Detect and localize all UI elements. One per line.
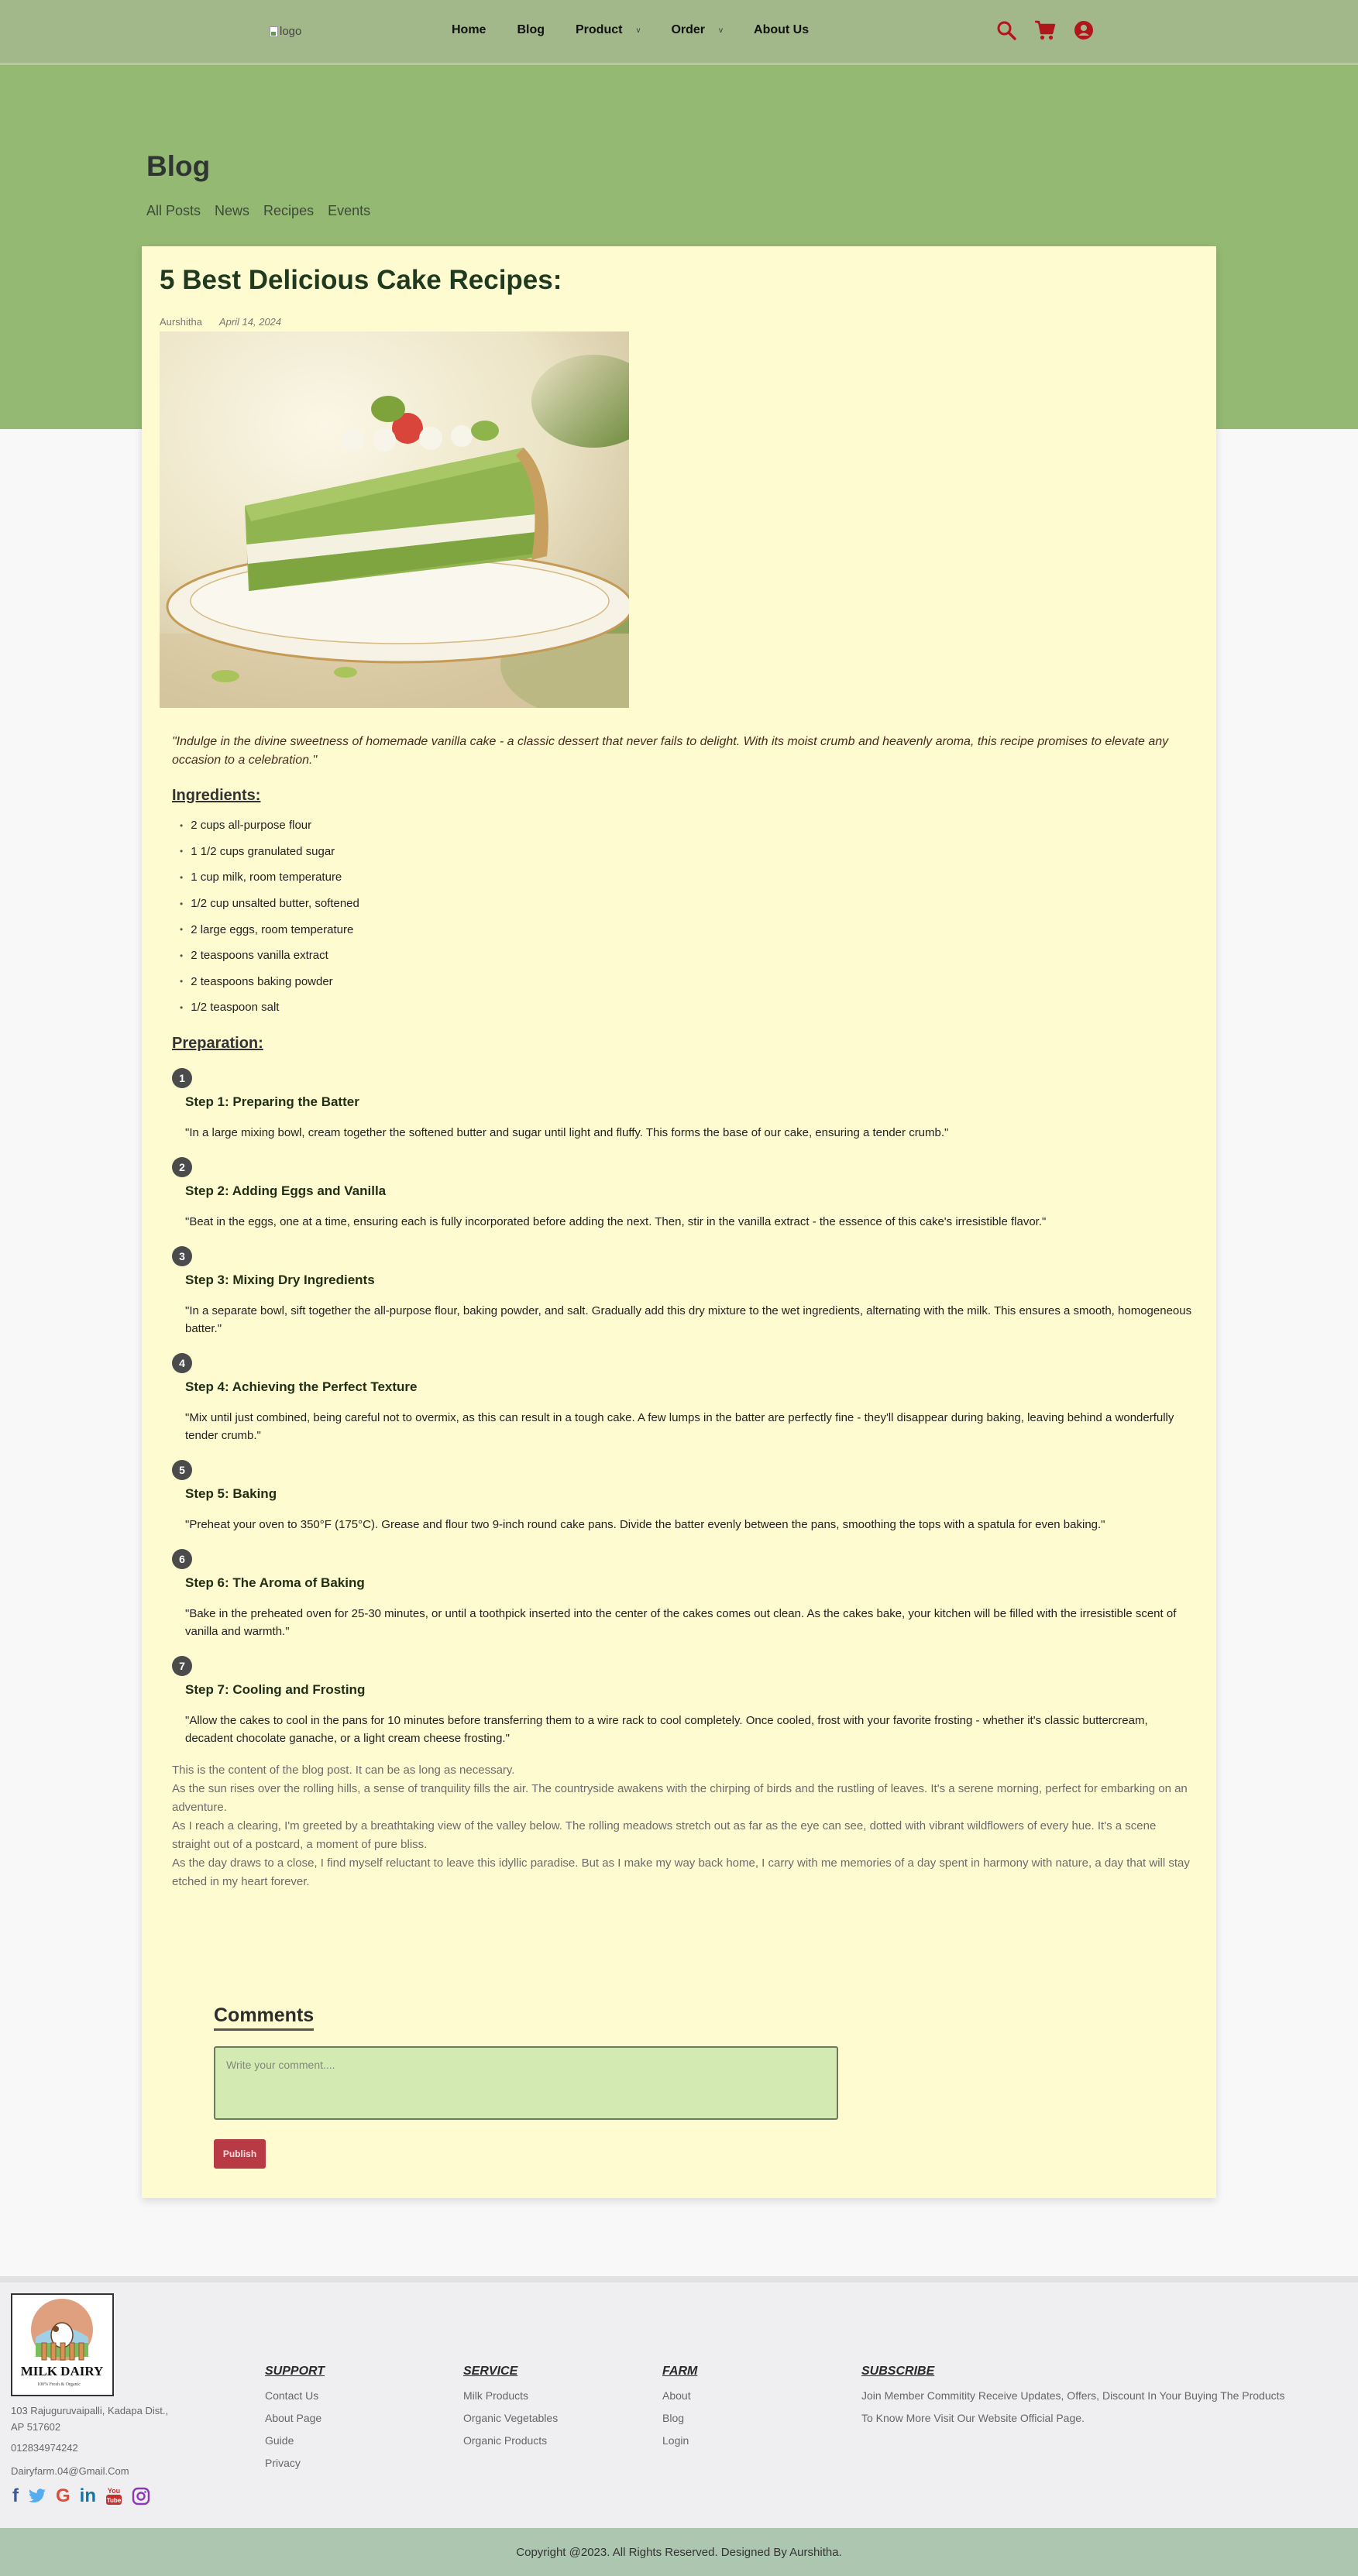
address-line: AP 517602 xyxy=(11,2421,61,2433)
footer-phone: 012834974242 xyxy=(11,2442,78,2454)
footer-column-heading: SUPPORT xyxy=(265,2365,325,2378)
step-number-badge: 3 xyxy=(172,1246,192,1266)
nav-item-home[interactable] xyxy=(452,23,486,37)
footer-column-subscribe xyxy=(861,2365,1285,2430)
list-item: • 2 teaspoons vanilla extract xyxy=(180,943,1195,969)
step-number-badge: 7 xyxy=(172,1656,192,1676)
post-image xyxy=(160,331,629,708)
footer-link-about[interactable]: About xyxy=(662,2389,691,2402)
footer-link-login[interactable]: Login xyxy=(662,2434,689,2447)
social-links xyxy=(12,2485,150,2507)
logo-alt-text: logo xyxy=(280,25,302,38)
footer-link-organic-products[interactable]: Organic Products xyxy=(463,2434,548,2447)
content-paragraph: As I reach a clearing, I'm greeted by a breathtaking view of the valley below. The rolling meadows stretch out as far as the eye can see, dotted with vibrant wildflowers of every hue. It's a scene straight out of a postcard, a moment of pure bliss. xyxy=(172,1819,1157,1851)
step-description: "In a separate bowl, sift together the all-purpose flour, baking powder, and salt. Gradually add this dry mixture to the wet ingredients, alternating with the milk. This ensures a smooth, homogeneous batter." xyxy=(185,1303,1192,1335)
footer-link-organic-vegetables[interactable]: Organic Vegetables xyxy=(463,2412,559,2424)
list-item: • 2 cups all-purpose flour xyxy=(180,812,1195,839)
list-item: • 2 large eggs, room temperature xyxy=(180,916,1195,943)
chevron-down-icon: v xyxy=(636,26,641,35)
top-navbar xyxy=(0,0,1358,65)
tab-recipes[interactable]: Recipes xyxy=(263,203,315,218)
footer-column-heading: FARM xyxy=(662,2365,698,2378)
step-number-badge: 6 xyxy=(172,1549,192,1569)
list-item: • 1/2 cup unsalted butter, softened xyxy=(180,891,1195,917)
facebook-icon[interactable]: f xyxy=(12,2485,19,2506)
list-item: • 2 teaspoons baking powder xyxy=(180,969,1195,995)
footer-email[interactable]: Dairyfarm.04@Gmail.Com xyxy=(11,2465,129,2477)
preparation-step xyxy=(172,1549,1195,1640)
footer-address xyxy=(11,2403,168,2435)
site-logo[interactable] xyxy=(270,25,301,38)
list-item: • 1 1/2 cups granulated sugar xyxy=(180,839,1195,865)
address-line: 103 Rajuguruvaipalli, Kadapa Dist., xyxy=(11,2405,169,2416)
post-meta xyxy=(160,316,281,328)
footer-link-blog[interactable]: Blog xyxy=(662,2412,685,2424)
step-description: "In a large mixing bowl, cream together the softened butter and sugar until light and fluffy. This forms the base of our cake, ensuring a tender crumb." xyxy=(185,1125,949,1139)
chevron-down-icon: v xyxy=(719,26,724,35)
ingredients-heading: Ingredients: xyxy=(172,787,261,804)
nav-actions xyxy=(995,19,1095,41)
linkedin-icon[interactable]: in xyxy=(79,2485,96,2506)
nav-item-product[interactable] xyxy=(576,23,640,37)
step-title: Step 1: Preparing the Batter xyxy=(185,1094,359,1109)
google-icon[interactable]: G xyxy=(56,2485,70,2506)
svg-text:100% Fresh & Organic: 100% Fresh & Organic xyxy=(37,2382,81,2387)
step-number-badge: 4 xyxy=(172,1353,192,1373)
preparation-step xyxy=(172,1246,1195,1338)
subscribe-text: Join Member Commitity Receive Updates, Offers, Discount In Your Buying The Products xyxy=(861,2389,1285,2402)
copyright-text: Copyright @2023. All Rights Reserved. Designed By Aurshitha. xyxy=(516,2545,842,2559)
post-date: April 14, 2024 xyxy=(218,316,282,328)
subscribe-text: To Know More Visit Our Website Official Page. xyxy=(861,2412,1085,2424)
footer-link-contact-us[interactable]: Contact Us xyxy=(265,2389,319,2402)
post-intro: "Indulge in the divine sweetness of homemade vanilla cake - a classic dessert that never fails to delight. With its moist crumb and heavenly aroma, this recipe promises to elevate any occasion to a celebration." xyxy=(172,735,1169,767)
ingredients-list xyxy=(180,812,1195,1021)
search-icon[interactable] xyxy=(995,19,1017,41)
main-menu xyxy=(452,23,840,37)
list-item: • 1 cup milk, room temperature xyxy=(180,864,1195,891)
step-title: Step 6: The Aroma of Baking xyxy=(185,1575,365,1590)
step-title: Step 5: Baking xyxy=(185,1485,277,1501)
nav-item-order[interactable] xyxy=(671,23,723,37)
step-description: "Beat in the eggs, one at a time, ensuring each is fully incorporated before adding the next. Then, stir in the vanilla extract - the essence of this cake's irresistible flavor." xyxy=(185,1214,1047,1228)
footer-column-heading: SERVICE xyxy=(463,2365,518,2378)
step-number-badge: 2 xyxy=(172,1157,192,1177)
preparation-step xyxy=(172,1157,1195,1231)
preparation-step xyxy=(172,1656,1195,1747)
footer-link-milk-products[interactable]: Milk Products xyxy=(463,2389,529,2402)
milk-dairy-logo xyxy=(11,2293,114,2396)
twitter-icon[interactable] xyxy=(28,2488,46,2504)
step-number-badge: 1 xyxy=(172,1068,192,1088)
copyright-bar xyxy=(0,2528,1358,2576)
preparation-step xyxy=(172,1353,1195,1444)
post-content xyxy=(172,1761,1195,1891)
site-footer xyxy=(0,2276,1358,2528)
nav-item-label: Blog xyxy=(517,23,545,36)
step-number-badge: 5 xyxy=(172,1460,192,1480)
tab-events[interactable]: Events xyxy=(328,203,371,218)
footer-link-privacy[interactable]: Privacy xyxy=(265,2457,301,2469)
tab-all-posts[interactable]: All Posts xyxy=(146,203,201,218)
svg-text:MILK DAIRY: MILK DAIRY xyxy=(20,2364,104,2379)
list-item: • 1/2 teaspoon salt xyxy=(180,994,1195,1021)
nav-item-label: Order xyxy=(671,23,706,36)
cake-illustration xyxy=(160,331,629,708)
preparation-heading: Preparation: xyxy=(172,1034,263,1052)
step-title: Step 7: Cooling and Frosting xyxy=(185,1681,366,1697)
youtube-icon[interactable] xyxy=(105,2486,122,2506)
comments-section xyxy=(214,2004,838,2169)
footer-link-about-page[interactable]: About Page xyxy=(265,2412,322,2424)
publish-button[interactable]: Publish xyxy=(214,2139,266,2169)
step-title: Step 3: Mixing Dry Ingredients xyxy=(185,1272,375,1287)
footer-column-service xyxy=(463,2365,558,2452)
nav-item-about-us[interactable] xyxy=(754,23,809,37)
blog-category-tabs xyxy=(146,203,370,219)
footer-column-support xyxy=(265,2365,325,2475)
nav-item-blog[interactable] xyxy=(517,23,545,37)
footer-column-heading: SUBSCRIBE xyxy=(861,2365,935,2378)
broken-image-icon xyxy=(270,26,278,37)
step-title: Step 2: Adding Eggs and Vanilla xyxy=(185,1183,387,1198)
page-title: Blog xyxy=(146,150,211,182)
instagram-icon[interactable] xyxy=(132,2487,150,2506)
cart-icon[interactable] xyxy=(1034,19,1056,41)
step-description: "Allow the cakes to cool in the pans for 10 minutes before transferring them to a wire rack to cool completely. Once cooled, frost with your favorite frosting - whether it's classic buttercream, decadent chocolate ganache, or a light cream cheese frosting." xyxy=(185,1713,1148,1745)
step-description: "Bake in the preheated oven for 25-30 minutes, or until a toothpick inserted into the center of the cakes comes out clean. As the cakes bake, your kitchen will be filled with the irresistible scent of vanilla and warmth." xyxy=(185,1606,1177,1638)
post-title: 5 Best Delicious Cake Recipes: xyxy=(160,265,562,295)
step-description: "Preheat your oven to 350°F (175°C). Grease and flour two 9-inch round cake pans. Divide the batter evenly between the pans, smoothing the tops with a spatula for even baking." xyxy=(185,1517,1105,1531)
svg-text:Tube: Tube xyxy=(106,2497,122,2504)
post-body xyxy=(172,733,1195,1891)
blog-post-card xyxy=(142,246,1216,2198)
nav-item-label: About Us xyxy=(754,23,810,36)
step-description: "Mix until just combined, being careful not to overmix, as this can result in a tough cake. A few lumps in the batter are perfectly fine - they'll disappear during baking, leaving behind a wonderfully tender crumb." xyxy=(185,1410,1174,1442)
comments-heading: Comments xyxy=(214,2004,314,2031)
user-account-icon[interactable] xyxy=(1073,19,1095,41)
preparation-step xyxy=(172,1460,1195,1534)
svg-text:You: You xyxy=(107,2487,121,2495)
step-title: Step 4: Achieving the Perfect Texture xyxy=(185,1379,418,1394)
preparation-step xyxy=(172,1068,1195,1142)
content-paragraph: As the day draws to a close, I find myself reluctant to leave this idyllic paradise. But as I make my way back home, I carry with me memories of a day spent in harmony with nature, a day that will stay etched in my heart forever. xyxy=(172,1856,1190,1888)
tab-news[interactable]: News xyxy=(215,203,250,218)
nav-item-label: Product xyxy=(576,23,623,36)
content-paragraph: As the sun rises over the rolling hills, a sense of tranquility fills the air. The countryside awakens with the chirping of birds and the rustling of leaves. It's a serene morning, perfect for embarking on an adventure. xyxy=(172,1781,1188,1814)
nav-item-label: Home xyxy=(452,23,486,36)
footer-column-farm xyxy=(662,2365,697,2452)
comment-input[interactable] xyxy=(214,2046,838,2120)
post-author: Aurshitha xyxy=(160,316,202,328)
content-paragraph: This is the content of the blog post. It can be as long as necessary. xyxy=(172,1763,515,1777)
footer-link-guide[interactable]: Guide xyxy=(265,2434,294,2447)
